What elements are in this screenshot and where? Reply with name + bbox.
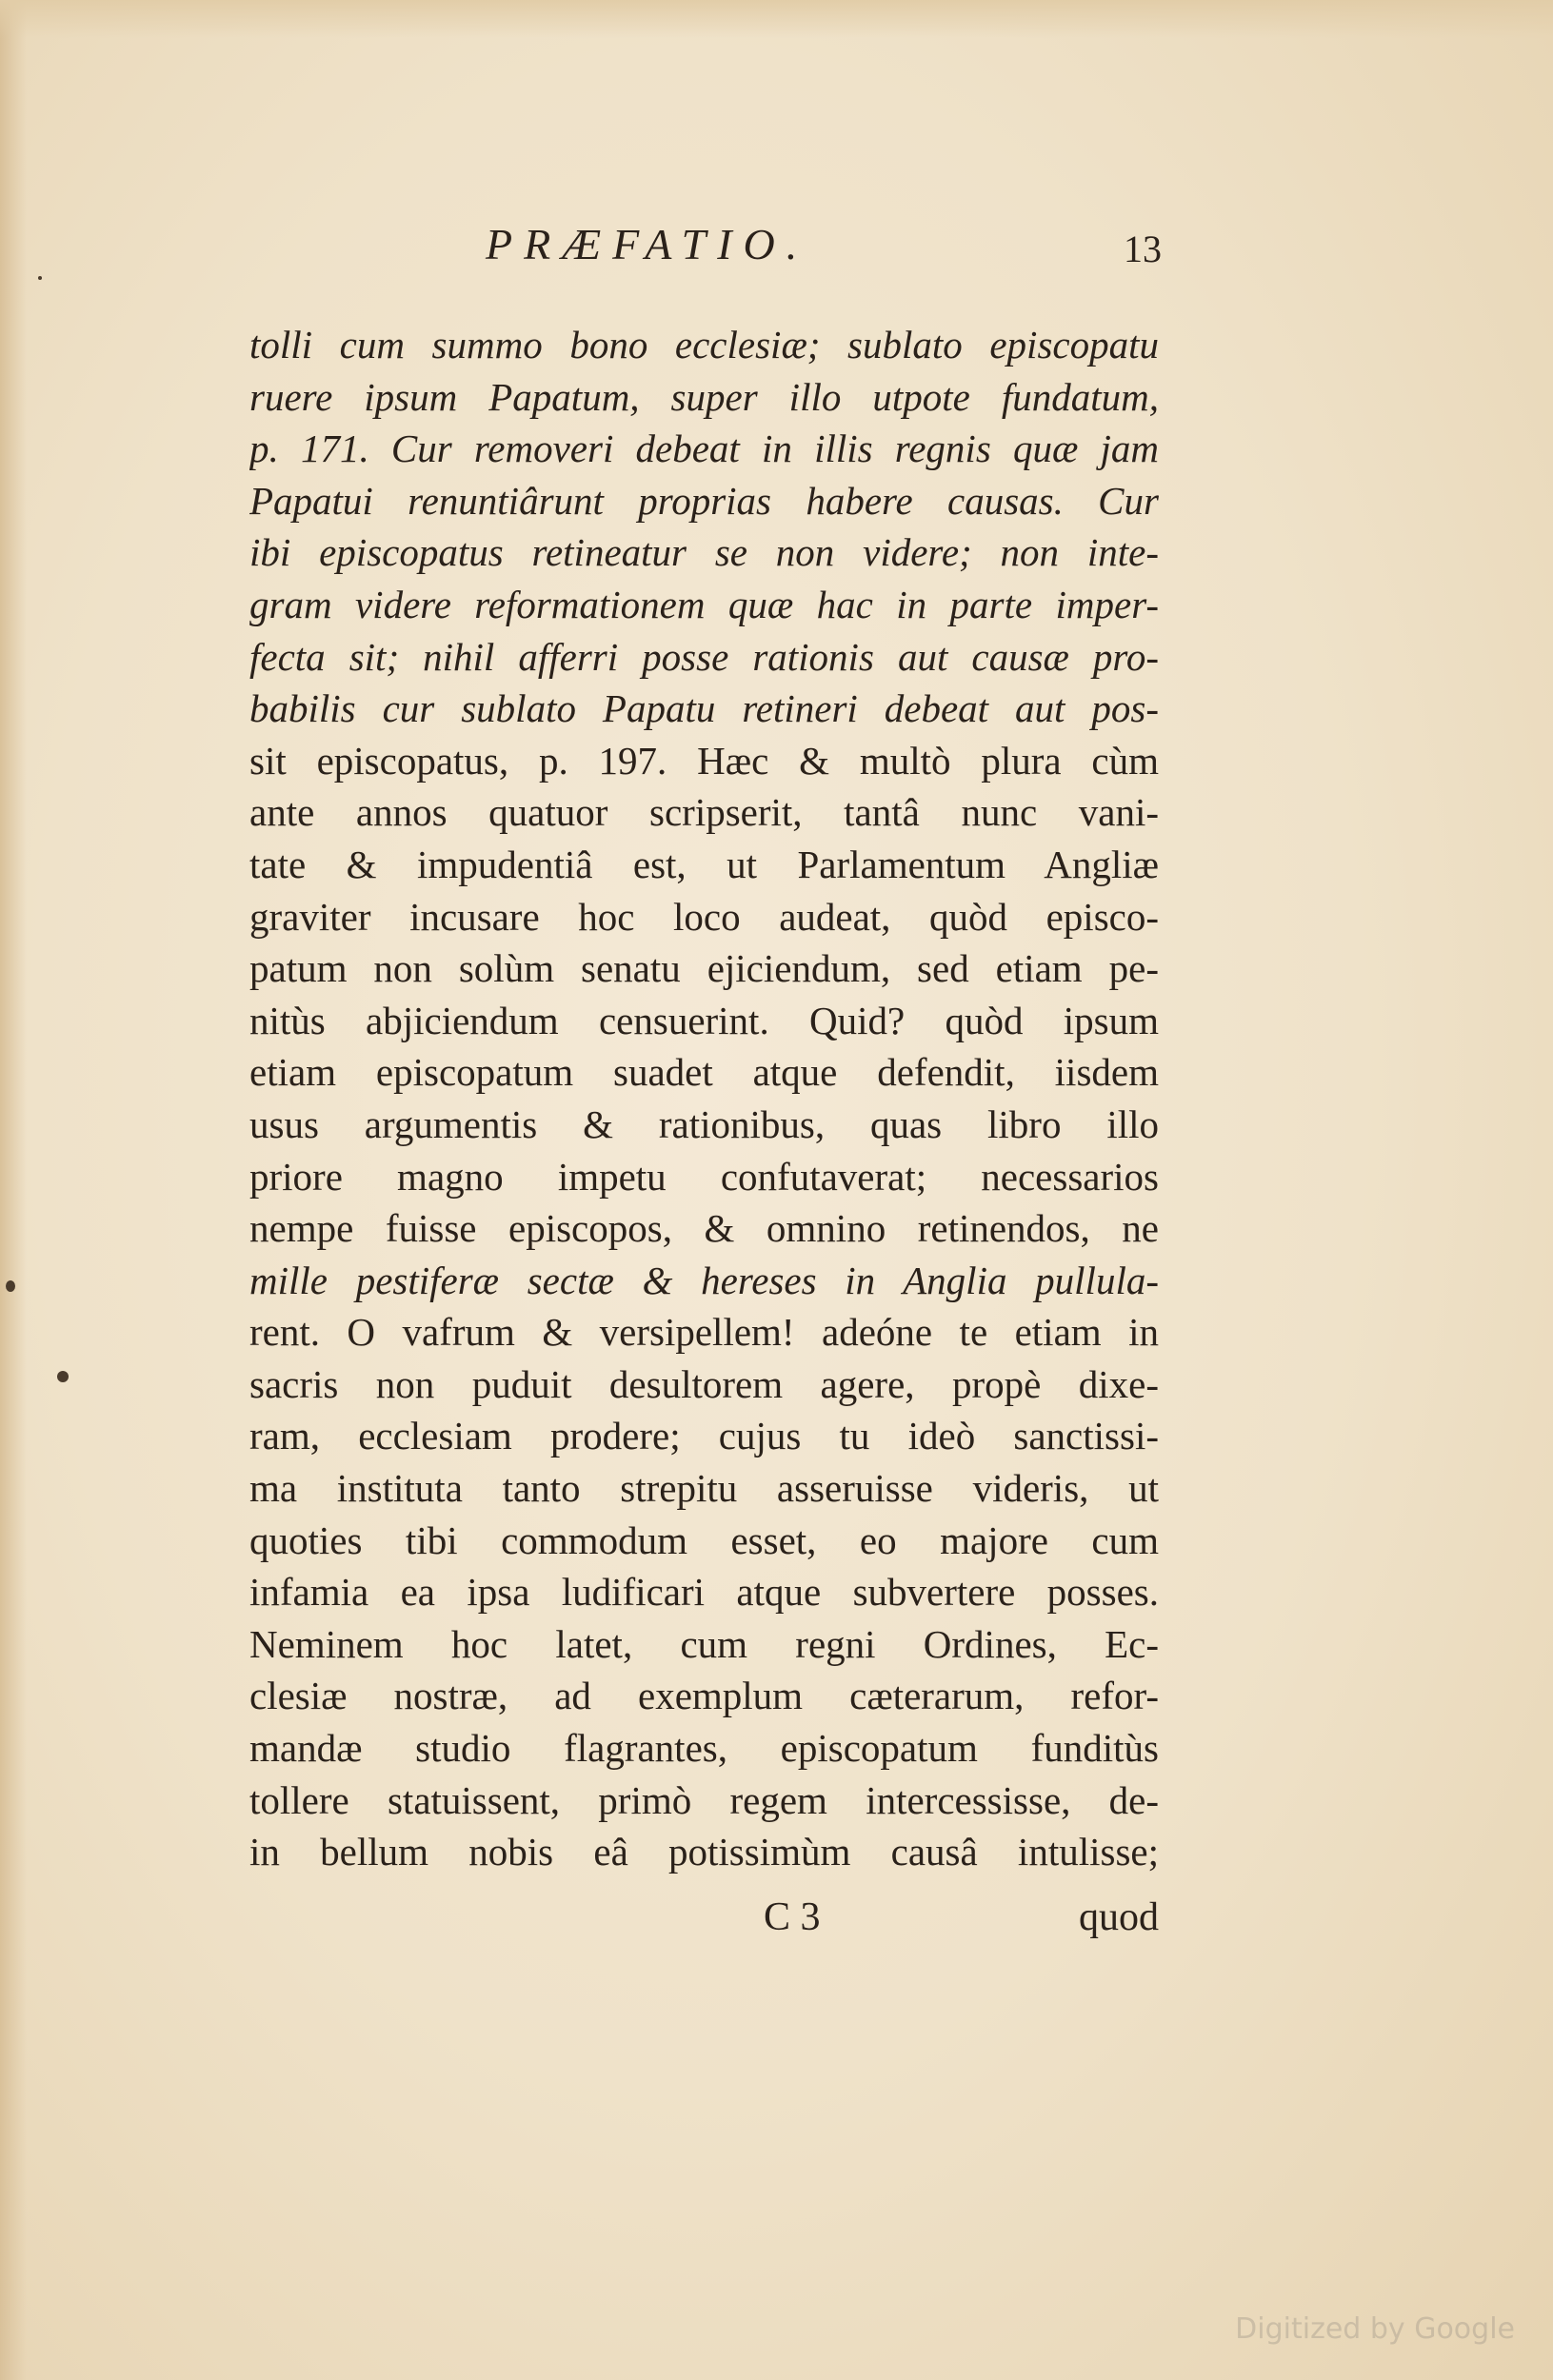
text-line: tate & impudentiâ est, ut Parlamentum Angliæ (249, 842, 1159, 886)
text-line: rent. O vafrum & versipellem! adeóne te etiam in (249, 1310, 1159, 1355)
ink-speck (38, 276, 42, 280)
text-line: gram videre reformationem quæ hac in parte imper- (249, 582, 1159, 626)
text-line: ante annos quatuor scripserit, tantâ nunc vani- (249, 790, 1159, 835)
catchword: quod (1079, 1895, 1159, 1939)
signature-mark: C 3 (764, 1895, 821, 1939)
text-line: ma instituta tanto strepitu asseruisse videris, ut (249, 1466, 1159, 1511)
text-line: sacris non puduit desultorem agere, propè dixe- (249, 1361, 1159, 1406)
body-text (249, 319, 1159, 1878)
text-line: tolli cum summo bono ecclesiæ; sublato episcopatu (249, 323, 1159, 367)
text-line: Neminem hoc latet, cum regni Ordines, Ec- (249, 1621, 1159, 1666)
text-line: ram, ecclesiam prodere; cujus tu ideò sanctissi- (249, 1414, 1159, 1458)
text-line: infamia ea ipsa ludificari atque subvertere posses. (249, 1570, 1159, 1615)
text-line: sit episcopatus, p. 197. Hæc & multò plura cùm (249, 738, 1159, 783)
ink-speck (57, 1371, 69, 1382)
text-line: p. 171. Cur removeri debeat in illis regnis quæ jam (249, 426, 1159, 471)
page-footer (249, 1894, 1159, 1952)
page-shadow-left (0, 0, 27, 2380)
text-line: quoties tibi commodum esset, eo majore cum (249, 1517, 1159, 1562)
text-line: etiam episcopatum suadet atque defendit, iisdem (249, 1050, 1159, 1095)
page-header (248, 219, 1162, 295)
ink-speck (6, 1280, 15, 1292)
page-shadow-top (0, 0, 1553, 38)
digitization-watermark: Digitized by Google (1235, 2312, 1515, 2346)
text-line: fecta sit; nihil afferri posse rationis aut causæ pro- (249, 634, 1159, 679)
text-line: ibi episcopatus retineatur se non videre; non inte- (249, 530, 1159, 575)
text-line: babilis cur sublato Papatu retineri debeat aut pos- (249, 686, 1159, 731)
text-line: mandæ studio flagrantes, episcopatum funditùs (249, 1726, 1159, 1771)
text-line: nitùs abjiciendum censuerint. Quid? quòd ipsum (249, 998, 1159, 1042)
text-line: mille pestiferæ sectæ & hereses in Anglia pullula- (249, 1258, 1159, 1302)
text-line: tollere statuissent, primò regem intercessisse, de- (249, 1777, 1159, 1822)
text-line: clesiæ nostræ, ad exemplum cæterarum, refor- (249, 1674, 1159, 1718)
text-line: graviter incusare hoc loco audeat, quòd episco- (249, 894, 1159, 939)
text-line: in bellum nobis eâ potissimùm causâ intulisse; (249, 1830, 1159, 1874)
page-number: 13 (1124, 228, 1162, 270)
text-line: ruere ipsum Papatum, super illo utpote fundatum, (249, 374, 1159, 419)
text-line: priore magno impetu confutaverat; necessarios (249, 1154, 1159, 1199)
running-title: PRÆFATIO. (486, 220, 809, 268)
text-line: Papatui renuntiârunt proprias habere causas. Cur (249, 478, 1159, 523)
text-line: patum non solùm senatu ejiciendum, sed etiam pe- (249, 946, 1159, 991)
text-line: nempe fuisse episcopos, & omnino retinendos, ne (249, 1206, 1159, 1251)
text-line: usus argumentis & rationibus, quas libro illo (249, 1101, 1159, 1146)
